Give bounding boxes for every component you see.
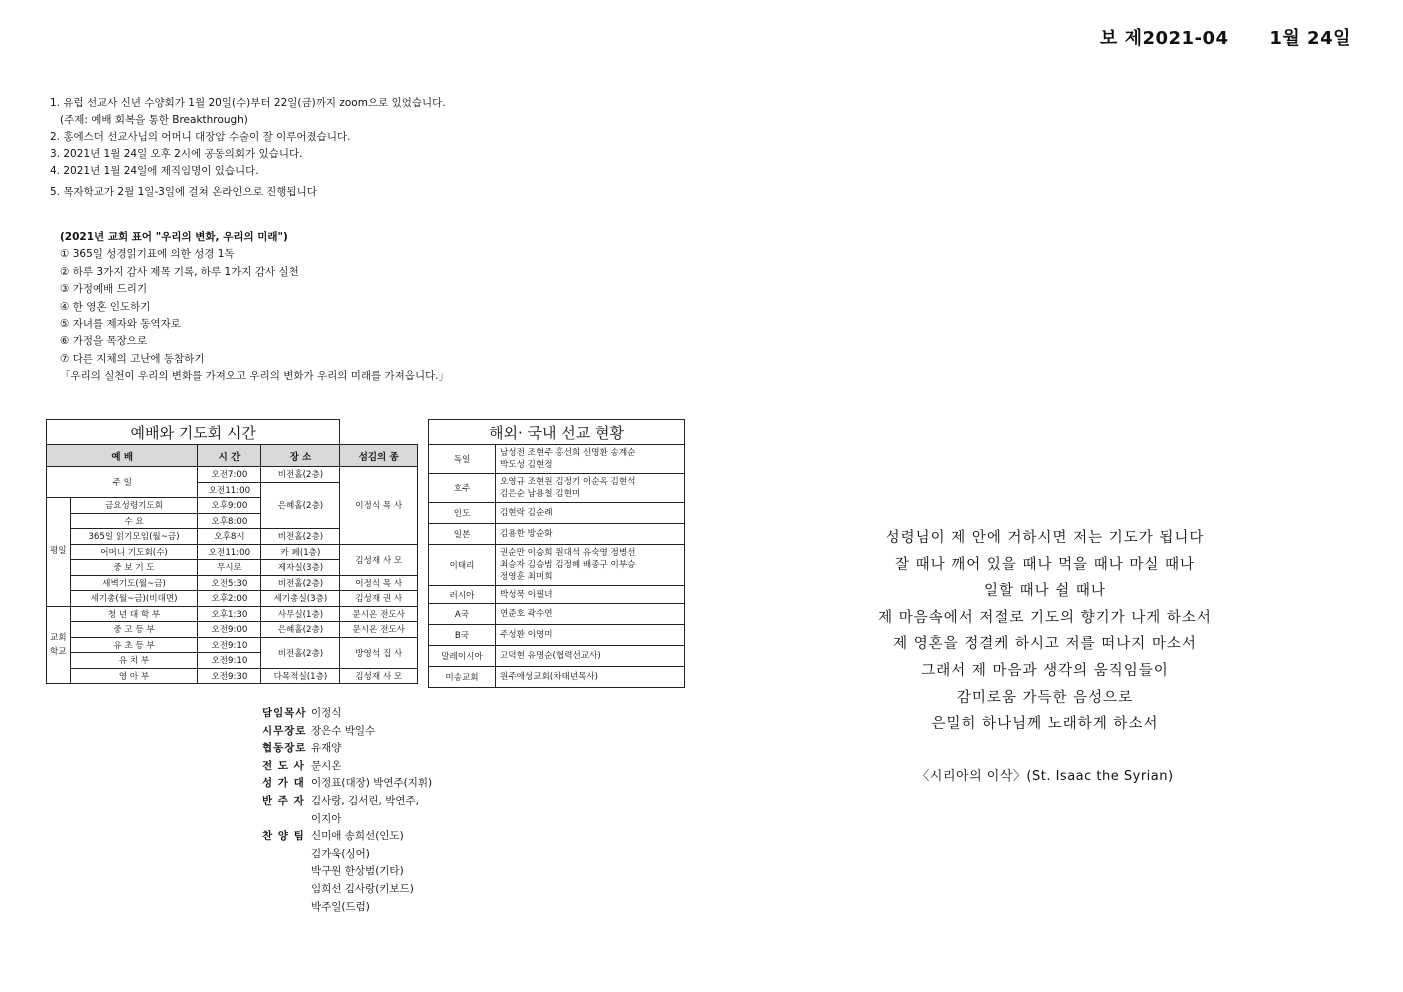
staff-names: 임희선 김사랑(키보드) <box>311 882 414 895</box>
goals-title: (2021년 교회 표어 "우리의 변화, 우리의 미래") <box>60 231 288 243</box>
table-cell: 비전홀(2층) <box>261 575 340 591</box>
table-cell: 무시로 <box>198 560 261 576</box>
kids-place-cell: 비전홀(2층) <box>261 637 340 668</box>
names-line: 오영규 조현원 김정기 이순옥 김현석 <box>500 477 636 487</box>
table-cell: 제자실(3층) <box>261 560 340 576</box>
region-cell: 일본 <box>429 524 496 545</box>
table-row <box>429 586 685 604</box>
names-line: 박도성 김현정 <box>500 460 553 470</box>
table-cell: 금요성령기도회 <box>70 498 198 514</box>
names-line: 남성전 조현주 홍선희 신명환 송계순 <box>500 448 636 458</box>
staff-role: 찬 양 팀 <box>262 830 305 843</box>
weekday-label: 평일 <box>47 498 71 607</box>
staff-names: 신미애 송희선(인도) <box>311 830 404 843</box>
region-cell: 인도 <box>429 503 496 524</box>
table-cell: 유 치 부 <box>70 653 198 669</box>
names-cell: 박성묵 이필녀 <box>496 586 685 604</box>
staff-role: 전 도 사 <box>262 759 305 772</box>
prayer-line: 감미로움 가득한 음성으로 <box>956 689 1134 706</box>
col-header-leader: 섬김의 종 <box>340 445 418 467</box>
table-cell: 오후8:00 <box>198 513 261 529</box>
table-cell: 365일 읽기모임(월~금) <box>70 529 198 545</box>
names-cell: 김용한 방순화 <box>496 524 685 545</box>
church-goals <box>60 229 449 386</box>
staff-names: 문시온 <box>311 759 342 772</box>
table-row <box>429 545 685 586</box>
table-cell: 오전11:00 <box>198 544 261 560</box>
table-cell: 오후2:00 <box>198 591 261 607</box>
region-cell: 독일 <box>429 445 496 474</box>
table-cell: 비전홀(2층) <box>261 529 340 545</box>
names-cell: 연준호 곽수연 <box>496 604 685 625</box>
staff-row <box>262 723 432 741</box>
notice-item: 5. 목자학교가 2월 1일-3일에 걸쳐 온라인으로 진행됩니다 <box>50 186 317 198</box>
prayer-line: 그래서 제 마음과 생각의 움직임들이 <box>921 662 1169 679</box>
staff-row <box>262 828 432 846</box>
table-row <box>429 503 685 524</box>
region-cell: 미송교회 <box>429 667 496 688</box>
table-cell: 영 아 부 <box>70 668 198 684</box>
table-row <box>429 625 685 646</box>
names-cell <box>496 445 685 474</box>
table-cell: 세기총실(3층) <box>261 591 340 607</box>
names-line: 권순만 이승희 원대석 유숙영 정병선 <box>500 548 636 558</box>
staff-row <box>262 705 432 723</box>
table-cell: 오전9:10 <box>198 653 261 669</box>
staff-role: 성 가 대 <box>262 777 305 790</box>
goal-item: ③ 가정예배 드리기 <box>60 283 148 296</box>
goal-item: ① 365일 성경읽기표에 의한 성경 1독 <box>60 248 235 261</box>
table-cell: 오전7:00 <box>198 467 261 483</box>
names-line: 정영훈 최미희 <box>500 572 553 582</box>
bulletin-date: 1월 24일 <box>1269 28 1351 49</box>
table-cell: 카 페(1층) <box>261 544 340 560</box>
staff-list <box>262 705 432 916</box>
staff-names: 장은수 박일수 <box>311 724 376 737</box>
col-header-time: 시 간 <box>198 445 261 467</box>
table-cell: 오전9:10 <box>198 637 261 653</box>
table-cell: 유 초 등 부 <box>70 637 198 653</box>
prayer-text <box>830 525 1260 790</box>
staff-role: 반 주 자 <box>262 794 305 807</box>
table-cell: 비전홀(2층) <box>261 467 340 483</box>
prayer-leader-cell: 김성재 사 모 <box>340 544 418 575</box>
table-cell: 세기총(월~금)(비대면) <box>70 591 198 607</box>
table-cell: 오후9:00 <box>198 498 261 514</box>
table-cell: 중 고 등 부 <box>70 622 198 638</box>
prayer-source: 〈시리아의 이삭〉(St. Isaac the Syrian) <box>916 768 1174 784</box>
names-cell: 고덕현 유명순(협력선교사) <box>496 646 685 667</box>
main-place-cell: 은혜홀(2층) <box>261 482 340 529</box>
staff-row <box>262 775 432 793</box>
table-cell: 김성재 사 모 <box>340 668 418 684</box>
prayer-line: 은밀히 하나님께 노래하게 하소서 <box>931 716 1159 733</box>
worship-table-caption: 예배와 기도회 시간 <box>47 420 340 445</box>
staff-row <box>262 758 432 776</box>
names-line: 김은순 남용철 김현미 <box>500 489 581 499</box>
notices-list <box>50 95 446 201</box>
table-cell: 오전11:00 <box>198 482 261 498</box>
staff-row <box>262 793 432 811</box>
table-cell: 오후8시 <box>198 529 261 545</box>
region-cell: 말레이시아 <box>429 646 496 667</box>
goal-item: ⑥ 가정을 목장으로 <box>60 335 148 348</box>
col-header-place: 장 소 <box>261 445 340 467</box>
table-cell: 새벽기도(월~금) <box>70 575 198 591</box>
prayer-line: 제 영혼을 정결케 하시고 저를 떠나지 마소서 <box>893 636 1197 653</box>
table-row <box>429 524 685 545</box>
region-cell: B국 <box>429 625 496 646</box>
region-cell: 이태리 <box>429 545 496 586</box>
names-cell: 김현락 김순례 <box>496 503 685 524</box>
table-cell: 사무실(1층) <box>261 606 340 622</box>
bulletin-number: 보 제2021-04 <box>1099 28 1229 49</box>
table-cell: 오전9:00 <box>198 622 261 638</box>
table-row <box>429 445 685 474</box>
table-cell: 오후1:30 <box>198 606 261 622</box>
notice-item: 2. 홍에스더 선교사님의 어머니 대장암 수술이 잘 이루어졌습니다. <box>50 131 351 143</box>
mission-table-caption: 해외· 국내 선교 현황 <box>429 420 685 445</box>
prayer-line: 제 마음속에서 저절로 기도의 향기가 나게 하소서 <box>878 609 1212 626</box>
staff-names: 유재양 <box>311 742 342 755</box>
staff-names: 이정표(대장) 박연주(지휘) <box>311 777 433 790</box>
staff-row <box>262 740 432 758</box>
prayer-line: 잘 때나 깨어 있을 때나 먹을 때나 마실 때나 <box>895 556 1195 573</box>
table-cell: 다목적실(1층) <box>261 668 340 684</box>
prayer-line: 일할 때나 쉴 때나 <box>984 583 1106 600</box>
col-header-service: 예 배 <box>47 445 198 467</box>
region-cell: 러시아 <box>429 586 496 604</box>
bulletin-header <box>1100 24 1351 50</box>
names-cell: 주성환 이영미 <box>496 625 685 646</box>
staff-role: 담임목사 <box>262 707 307 719</box>
goal-item: ⑦ 다른 지체의 고난에 동참하기 <box>60 352 205 365</box>
table-cell: 문시온 전도사 <box>340 606 418 622</box>
main-leader-cell: 이정식 목 사 <box>340 467 418 545</box>
table-row <box>429 646 685 667</box>
notice-item: 1. 유럽 선교사 신년 수양회가 1월 20일(수)부터 22일(금)까지 zoom으로 있었습니다. <box>50 97 446 109</box>
table-cell: 김성재 권 사 <box>340 591 418 607</box>
table-cell: 이정식 목 사 <box>340 575 418 591</box>
names-cell: 원주애성교회(차태년목사) <box>496 667 685 688</box>
region-cell: A국 <box>429 604 496 625</box>
table-cell: 은혜홀(2층) <box>261 622 340 638</box>
worship-schedule-table <box>46 419 418 684</box>
notice-item: (주제: 예배 회복을 통한 Breakthrough) <box>60 114 248 126</box>
table-cell: 청 년 대 학 부 <box>70 606 198 622</box>
notice-item: 4. 2021년 1월 24일에 제직임명이 있습니다. <box>50 165 259 177</box>
staff-names: 박주일(드럼) <box>311 900 370 913</box>
table-cell: 문시온 전도사 <box>340 622 418 638</box>
prayer-line: 성령님이 제 안에 거하시면 저는 기도가 됩니다 <box>885 530 1205 546</box>
table-cell: 오전9:30 <box>198 668 261 684</box>
kids-leader-cell: 방영석 집 사 <box>340 637 418 668</box>
table-cell: 수 요 <box>70 513 198 529</box>
goal-item: ② 하루 3가지 감사 제목 기록, 하루 1가지 감사 실천 <box>60 265 299 278</box>
table-cell: 오전5:30 <box>198 575 261 591</box>
table-row <box>429 474 685 503</box>
staff-names: 김사랑, 김서린, 박연주, <box>311 794 419 807</box>
names-cell <box>496 474 685 503</box>
staff-names: 이정식 <box>311 707 342 719</box>
goal-item: ⑤ 자녀를 제자와 동역자로 <box>60 318 181 331</box>
sunday-label: 주 일 <box>47 467 198 498</box>
table-row <box>429 667 685 688</box>
region-cell: 호주 <box>429 474 496 503</box>
staff-names: 박구원 한상범(기타) <box>311 865 404 878</box>
goals-closing: 「우리의 실천이 우리의 변화를 가져오고 우리의 변화가 우리의 미래를 가져옵니다.」 <box>60 370 450 383</box>
table-cell: 어머니 기도회(수) <box>70 544 198 560</box>
notice-item: 3. 2021년 1월 24일 오후 2시에 공동의회가 있습니다. <box>50 148 303 160</box>
staff-role: 협동장로 <box>262 742 307 755</box>
names-line: 최승자 김승범 김정혜 배종구 이부승 <box>500 560 636 570</box>
goal-item: ④ 한 영혼 인도하기 <box>60 300 151 313</box>
staff-names: 이지아 <box>311 812 342 825</box>
staff-role: 시무장로 <box>262 724 307 737</box>
mission-status-table <box>428 419 685 688</box>
table-cell: 중 보 기 도 <box>70 560 198 576</box>
names-cell <box>496 545 685 586</box>
table-row <box>429 604 685 625</box>
staff-names: 김가욱(싱어) <box>311 847 370 860</box>
school-label: 교회학교 <box>47 606 71 684</box>
